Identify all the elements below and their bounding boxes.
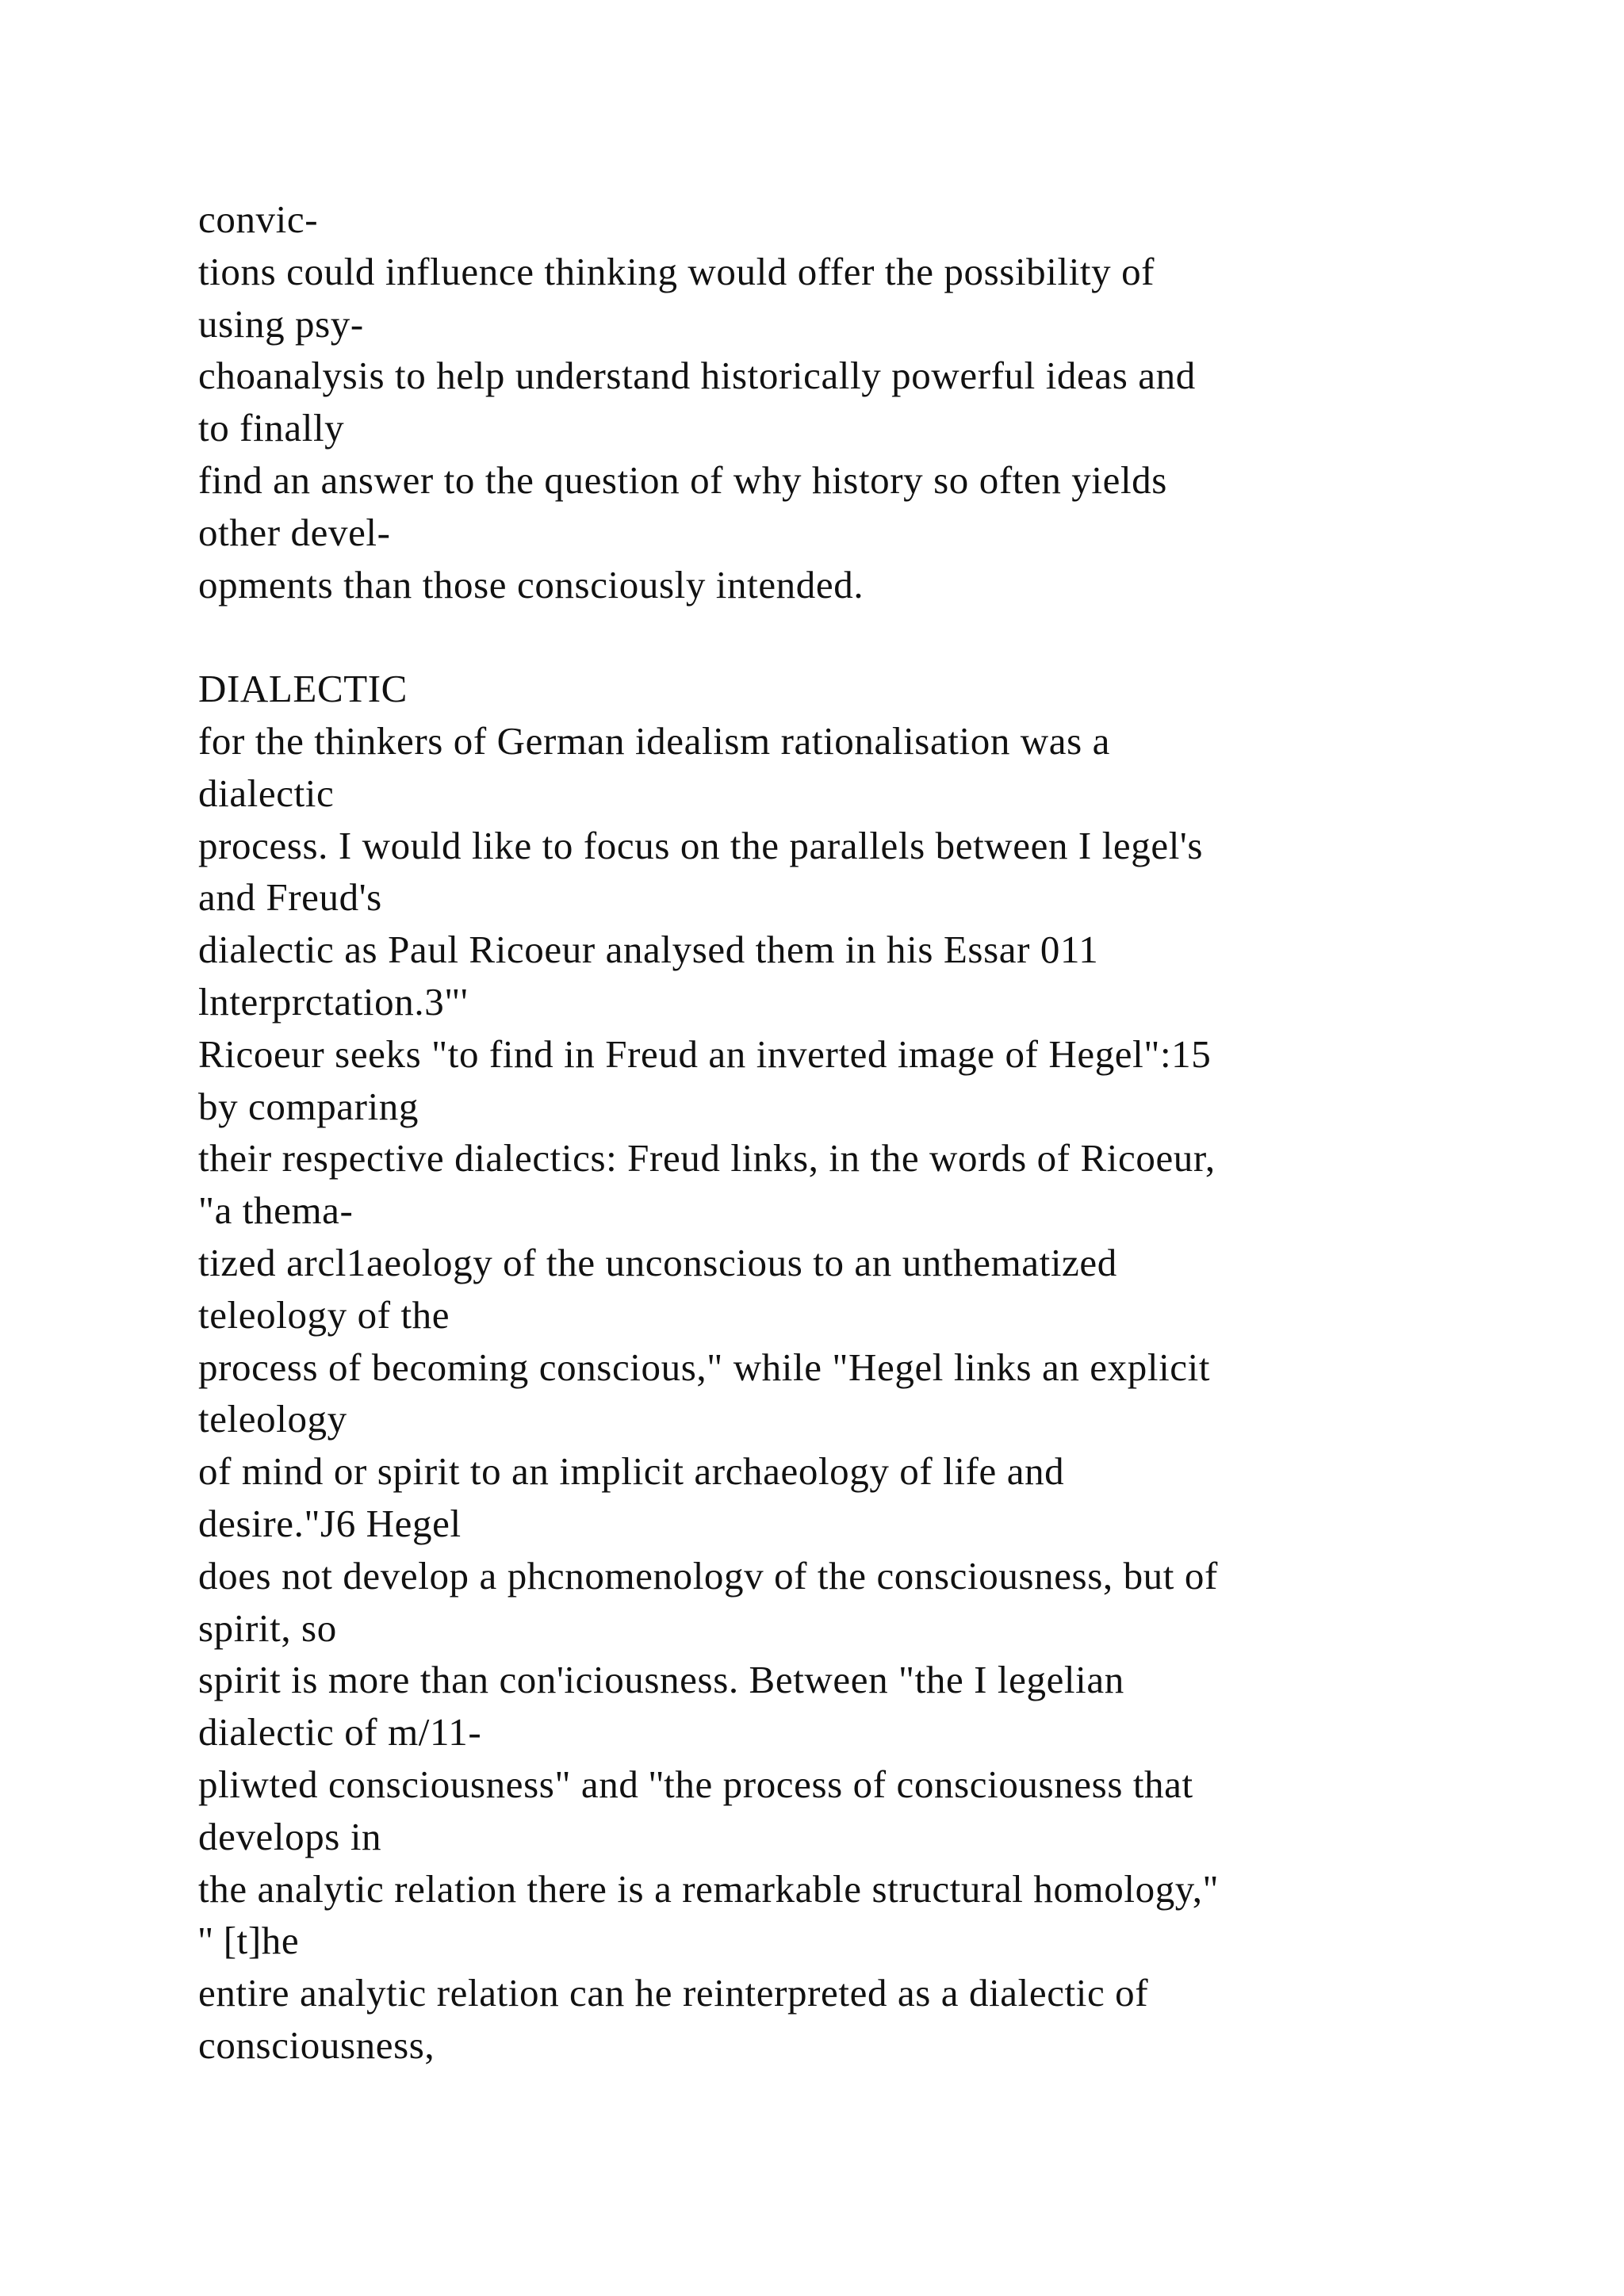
text-line: to finally (198, 406, 345, 450)
text-line: convic- (198, 197, 319, 241)
text-line: lnterprctation.3"' (198, 979, 469, 1024)
text-line: teleology (198, 1397, 347, 1441)
text-line: tions could influence thinking would offer the possibility of (198, 249, 1155, 293)
text-line: and Freud's (198, 875, 382, 920)
text-line: develops in (198, 1814, 382, 1858)
text-line: Ricoeur seeks "to find in Freud an inverted image of Hegel":15 (198, 1031, 1212, 1076)
text-line: the analytic relation there is a remarkable structural homology," (198, 1866, 1220, 1911)
text-line: of mind or spirit to an implicit archaeology of life and (198, 1449, 1065, 1494)
text-line: dialectic (198, 771, 335, 815)
text-line: spirit, so (198, 1605, 337, 1650)
text-line: tized arcl1aeology of the unconscious to an unthematized (198, 1240, 1117, 1284)
text-line: for the thinkers of German idealism rationalisation was a (198, 718, 1110, 763)
text-line: spirit is more than con'iciousness. Between "the I legelian (198, 1658, 1124, 1702)
section-heading: DIALECTIC (198, 667, 408, 711)
text-line: opments than those consciously intended. (198, 562, 864, 607)
text-line: entire analytic relation can he reinterpreted as a dialectic of (198, 1971, 1149, 2015)
text-line: process. I would like to focus on the parallels between I legel's (198, 823, 1204, 867)
text-line: find an answer to the question of why history so often yields (198, 457, 1167, 502)
text-line: by comparing (198, 1084, 419, 1128)
text-line: their respective dialectics: Freud links, in the words of Ricoeur, (198, 1136, 1216, 1181)
text-line: dialectic as Paul Ricoeur analysed them in his Essar 011 (198, 928, 1099, 972)
text-line: teleology of the (198, 1292, 450, 1337)
text-line: "a thema- (198, 1188, 354, 1233)
text-line: process of becoming conscious," while "Hegel links an explicit (198, 1345, 1211, 1389)
text-line: '' [t]he (198, 1919, 300, 1963)
text-line: does not develop a phcnomenologv of the consciousness, but of (198, 1553, 1218, 1598)
body-text (198, 193, 1435, 2072)
paragraph-break (198, 610, 1435, 663)
text-line: consciousness, (198, 2022, 435, 2067)
text-line: dialectic of m/11- (198, 1710, 482, 1755)
text-line: pliwted consciousness" and ''the process of consciousness that (198, 1762, 1193, 1806)
text-line: using psy- (198, 301, 364, 346)
text-line: choanalysis to help understand historically powerful ideas and (198, 354, 1196, 398)
text-line: other devel- (198, 510, 391, 554)
text-line: desire."J6 Hegel (198, 1501, 462, 1545)
